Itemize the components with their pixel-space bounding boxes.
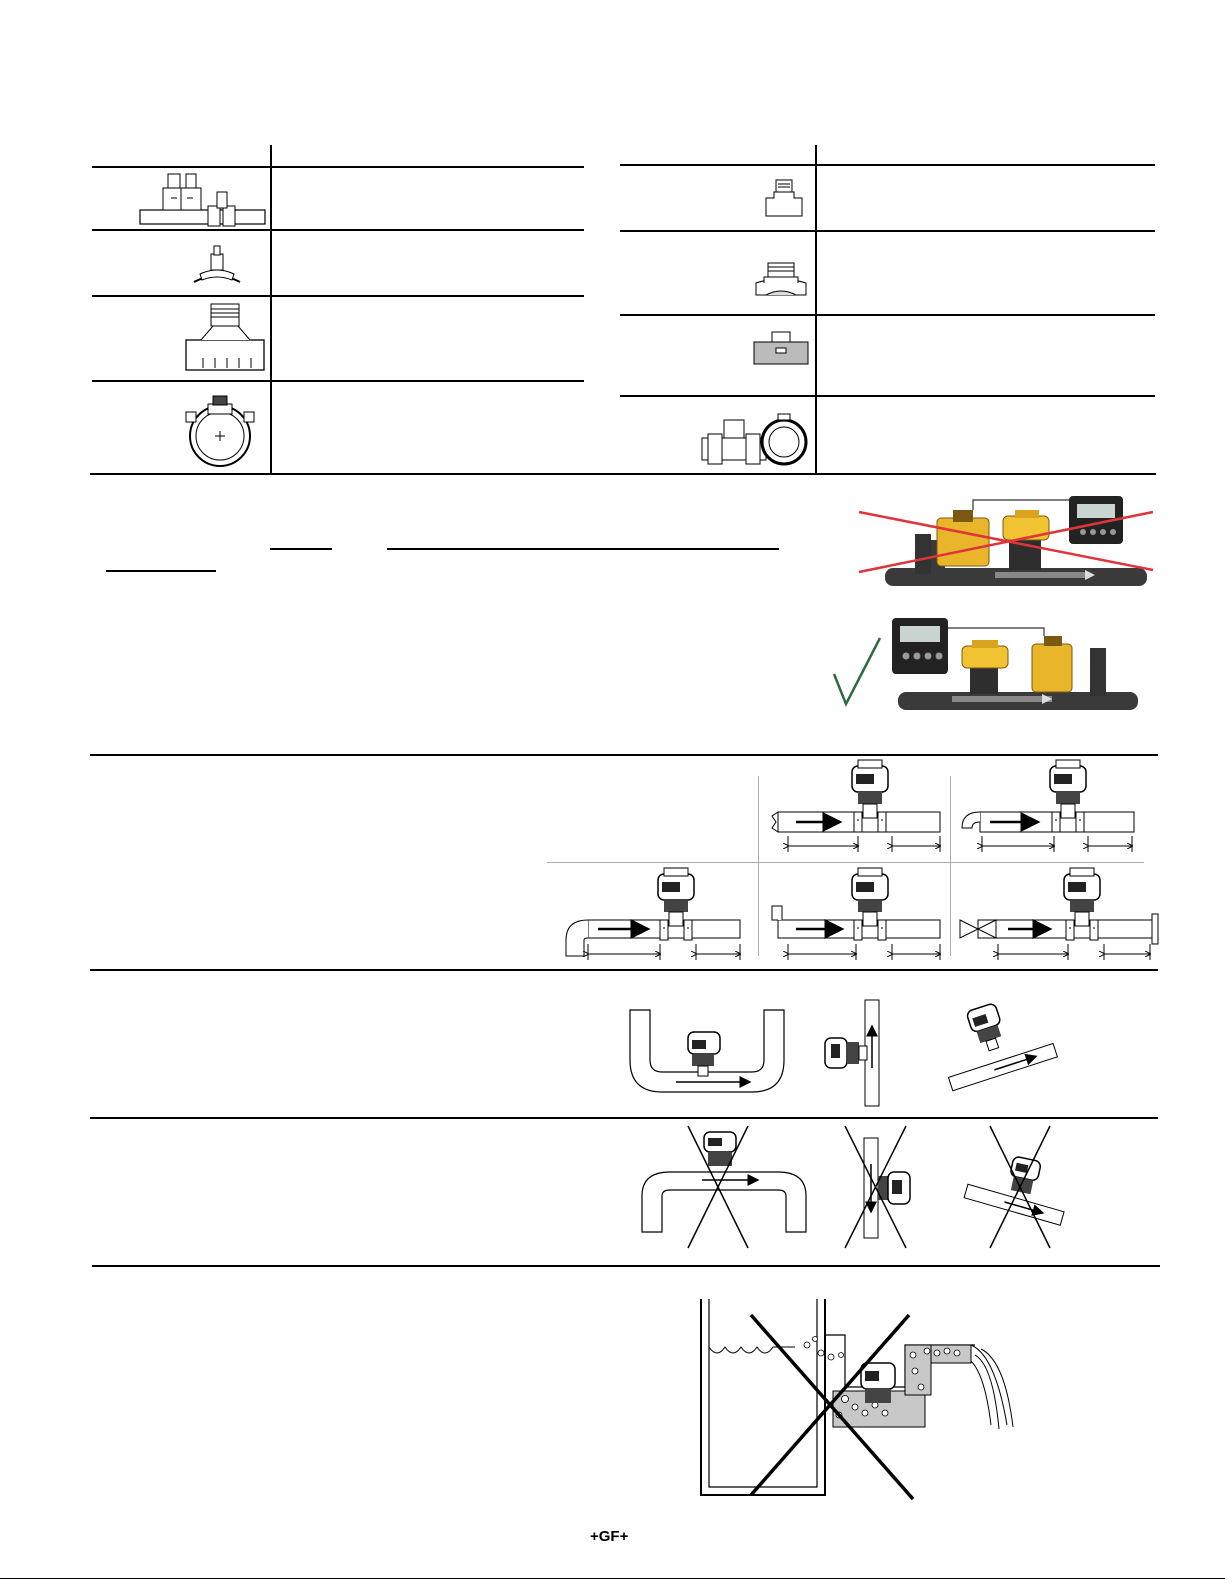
left-table-row-line (92, 229, 584, 231)
right-table-row-line (620, 314, 1155, 316)
right-table-divider (815, 145, 817, 475)
tank-air-bubbles-diagram (695, 1295, 1025, 1505)
clamp-saddle-icon (182, 392, 258, 470)
left-table-row-line (92, 380, 584, 382)
socket-fitting-icon (760, 178, 808, 220)
incorrect-orientations (630, 1124, 1070, 1254)
recommended-orientations (610, 990, 1060, 1110)
text-underline (387, 548, 779, 550)
union-fitting-icon (700, 410, 808, 468)
straight-run-diagrams (550, 760, 1160, 970)
left-table-divider (270, 145, 272, 475)
section-divider (90, 754, 1158, 756)
section-divider (90, 969, 1158, 971)
section-divider (92, 1265, 1160, 1267)
weld-on-adapter-icon (750, 255, 812, 301)
flush-fitting-icon (750, 328, 812, 368)
text-underline (270, 548, 332, 550)
correct-installation-photo (832, 608, 1142, 718)
text-underline (106, 570, 216, 572)
footer-line (0, 1578, 1225, 1579)
right-table-header-line (620, 164, 1155, 166)
gf-logo: +GF+ (590, 1528, 629, 1545)
left-table-row-line (92, 295, 584, 297)
weldolet-fitting-icon (183, 300, 268, 375)
saddle-fitting-icon (192, 242, 242, 290)
left-table-header-line (92, 166, 584, 168)
table-bottom-line (90, 473, 1156, 475)
right-table-row-line (620, 230, 1155, 232)
wrong-installation-photo (855, 490, 1155, 600)
section-divider (90, 1117, 1158, 1119)
tee-fitting-icon (135, 170, 270, 228)
right-table-row-line (620, 395, 1155, 397)
